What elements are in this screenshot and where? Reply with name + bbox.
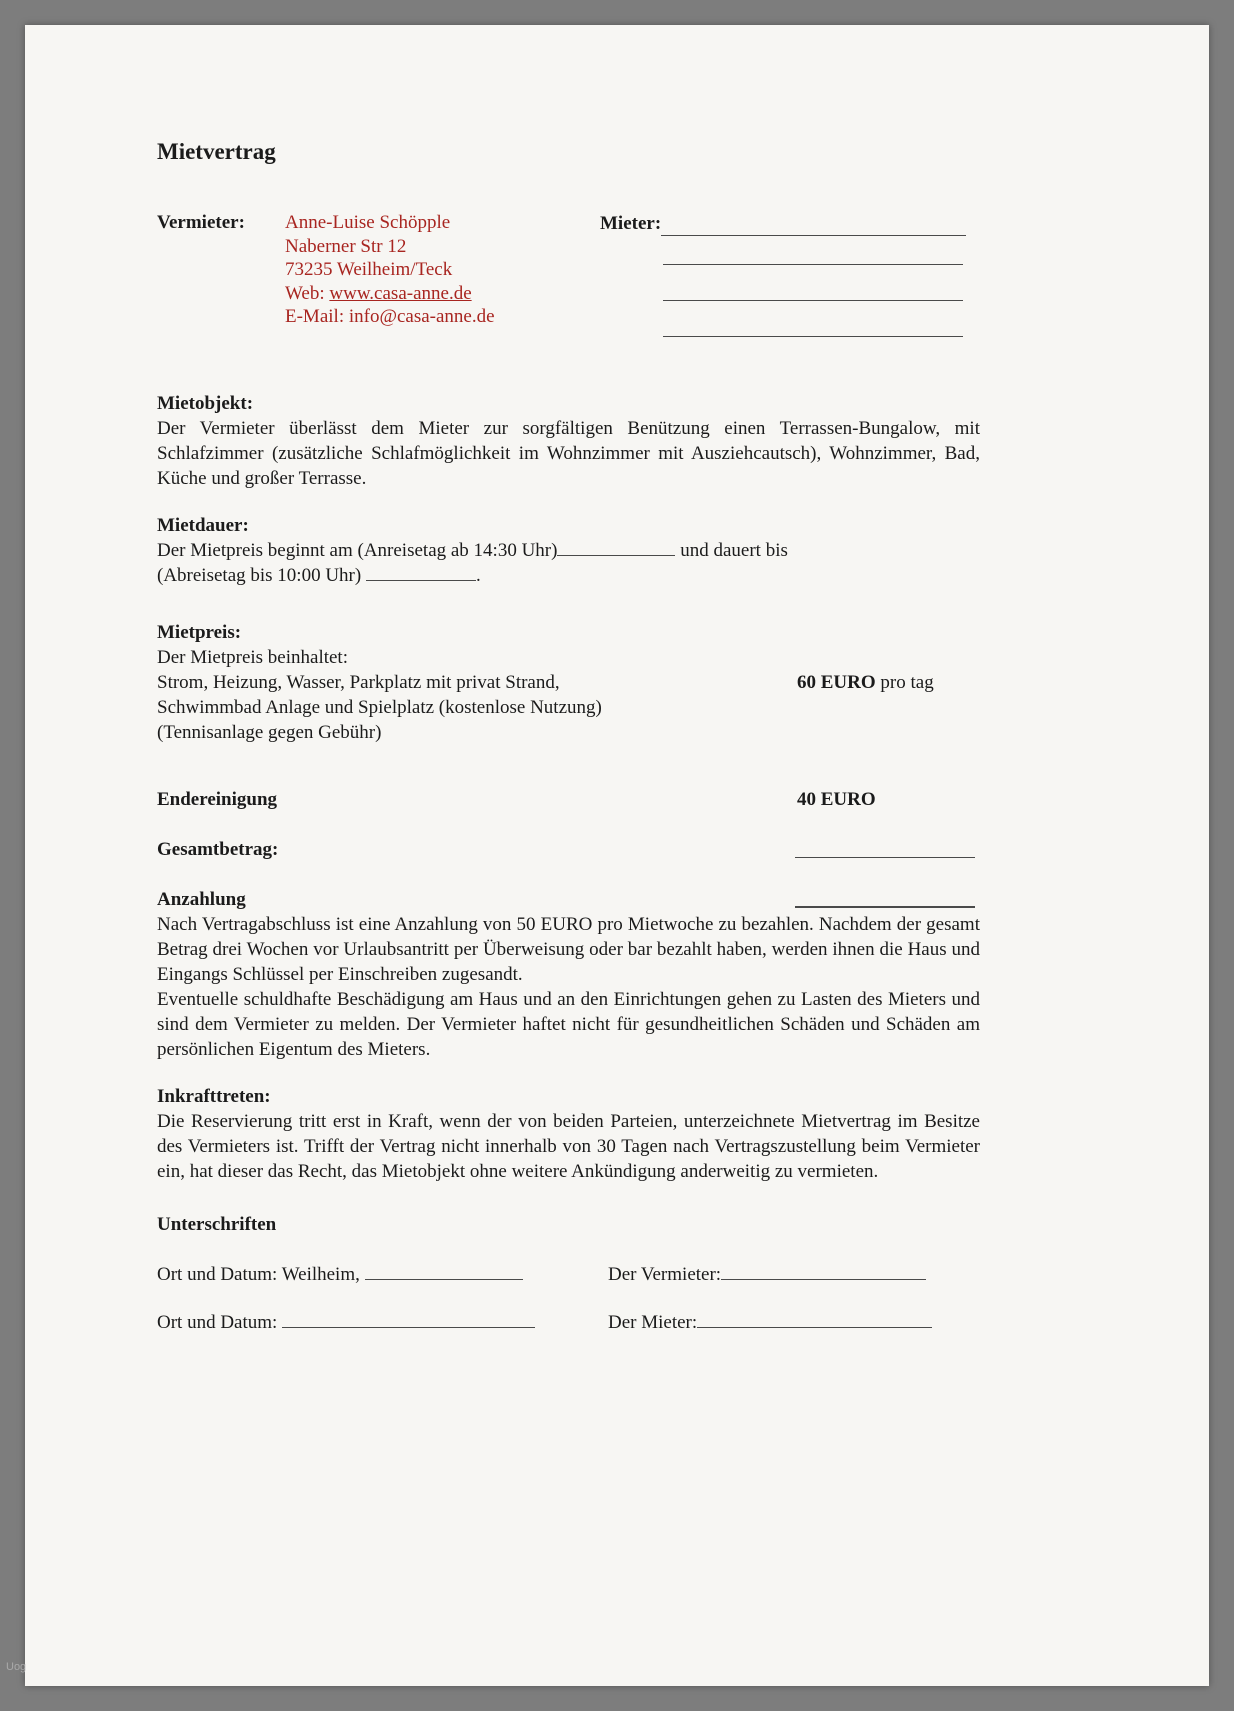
document-page (25, 25, 1209, 1686)
landlord-email-label: E-Mail: (285, 306, 349, 327)
price-value-1 (797, 670, 934, 695)
sig1-right-label: Der Vermieter: (608, 1264, 722, 1285)
landlord-web-label: Web: (285, 282, 330, 304)
mietdauer-line2 (157, 563, 980, 588)
tenant-blank-line-3 (663, 284, 963, 301)
landlord-web-link[interactable]: www.casa-anne.de (329, 282, 472, 304)
sig2-date-blank (282, 1311, 535, 1328)
sig2-tenant-blank (697, 1311, 932, 1328)
endereinigung-label: Endereinigung (157, 789, 278, 810)
price-item-1: Strom, Heizung, Wasser, Parkplatz mit privat Strand, (157, 672, 560, 693)
gesamtbetrag-row (157, 837, 980, 862)
price-value-1-amount: 60 EURO (797, 672, 876, 693)
price-row-1 (157, 670, 980, 695)
tenant-label: Mieter: (600, 213, 662, 234)
mietobjekt-body: Der Vermieter überlässt dem Mieter zur sorgfältigen Benützung einen Terrassen-Bungalow, mit Schlafzimmer (zusätzliche Schlafmöglichkeit im Wohnzimmer mit Ausziehcautsch), Wohnzimmer, Bad, Küche und großer Terrasse. (157, 418, 980, 489)
price-value-1-unit: pro tag (875, 672, 934, 693)
price-item-3: (Tennisanlage gegen Gebühr) (157, 722, 382, 743)
inkrafttreten-heading: Inkrafttreten: (157, 1086, 271, 1107)
mietdauer-line1-text-b: und dauert bis (675, 540, 788, 561)
inkrafttreten-body: Die Reservierung tritt erst in Kraft, wenn der von beiden Parteien, unterzeichnete Mietvertrag im Besitze des Vermieters ist. Trifft der Vertrag nicht innerhalb von 30 Tagen nach Vertragszustellung beim Vermieter ein, hat dieser das Recht, das Mietobjekt ohne weitere Ankündigung anderweitig zu vermieten. (157, 1111, 980, 1182)
sig1-landlord-blank (721, 1263, 926, 1280)
page-title: Mietvertrag (157, 139, 276, 164)
endereinigung-price: 40 EURO (797, 789, 876, 810)
sig1-right (608, 1262, 926, 1287)
endereinigung-row (157, 787, 980, 812)
para-anzahlung: Nach Vertragabschluss ist eine Anzahlung von 50 EURO pro Mietwoche zu bezahlen. Nachdem der gesamt Betrag drei Wochen vor Urlaubsantritt per Überweisung oder bar bezahlt haben, werden ihnen die Haus und Eingangs Schlüssel per Einschreiben zugesandt. (157, 914, 980, 985)
arrival-date-blank (557, 539, 675, 556)
signature-row-2 (157, 1310, 980, 1340)
sig2-right-label: Der Mieter: (608, 1312, 698, 1333)
unterschriften-heading: Unterschriften (157, 1214, 277, 1235)
landlord-label: Vermieter: (157, 212, 245, 233)
landlord-email: info@casa-anne.de (348, 306, 495, 327)
tenant-blank-line-2 (663, 248, 963, 265)
mietobjekt-heading: Mietobjekt: (157, 393, 254, 414)
mietdauer-heading: Mietdauer: (157, 515, 249, 536)
signature-row-1 (157, 1262, 980, 1292)
mietdauer-line2-text-a: (Abreisetag bis 10:00 Uhr) (157, 565, 366, 586)
landlord-city: 73235 Weilheim/Teck (285, 259, 453, 280)
mietdauer-line2-text-b: . (475, 565, 481, 586)
tenant-blank-line-4 (663, 320, 963, 337)
price-item-2: Schwimmbad Anlage und Spielplatz (kostenlose Nutzung) (157, 697, 602, 718)
anzahlung-blank (795, 890, 975, 908)
anzahlung-label: Anzahlung (157, 889, 246, 910)
mietpreis-heading: Mietpreis: (157, 622, 242, 643)
sig2-left-label: Ort und Datum: (157, 1312, 283, 1333)
mietdauer-line1-text-a: Der Mietpreis beginnt am (Anreisetag ab 14:30 Uhr) (157, 540, 558, 561)
para-haftung: Eventuelle schuldhafte Beschädigung am Haus und an den Einrichtungen gehen zu Lasten des Mieters und sind dem Vermieter zu melden. Der Vermieter haftet nicht für gesundheitlichen Schäden und Schäden am persönlichen Eigentum des Mieters. (157, 989, 980, 1060)
gesamtbetrag-label: Gesamtbetrag: (157, 839, 279, 860)
parties-header (157, 211, 980, 339)
mietpreis-intro: Der Mietpreis beinhaltet: (157, 647, 348, 668)
landlord-address (285, 211, 495, 329)
gesamtbetrag-blank (795, 841, 975, 858)
departure-date-blank (366, 564, 476, 581)
document-content (157, 137, 980, 1340)
sig2-right (608, 1310, 932, 1335)
tenant-block (600, 211, 966, 344)
tenant-name-blank-line (661, 219, 966, 236)
sig1-date-blank (365, 1263, 523, 1280)
anzahlung-row (157, 887, 980, 912)
mietdauer-line1 (157, 538, 980, 563)
landlord-street: Naberner Str 12 (285, 235, 407, 257)
landlord-name: Anne-Luise Schöpple (285, 212, 451, 233)
corner-watermark: Uog (6, 1661, 27, 1673)
sig1-left-label: Ort und Datum: Weilheim, (157, 1264, 365, 1285)
